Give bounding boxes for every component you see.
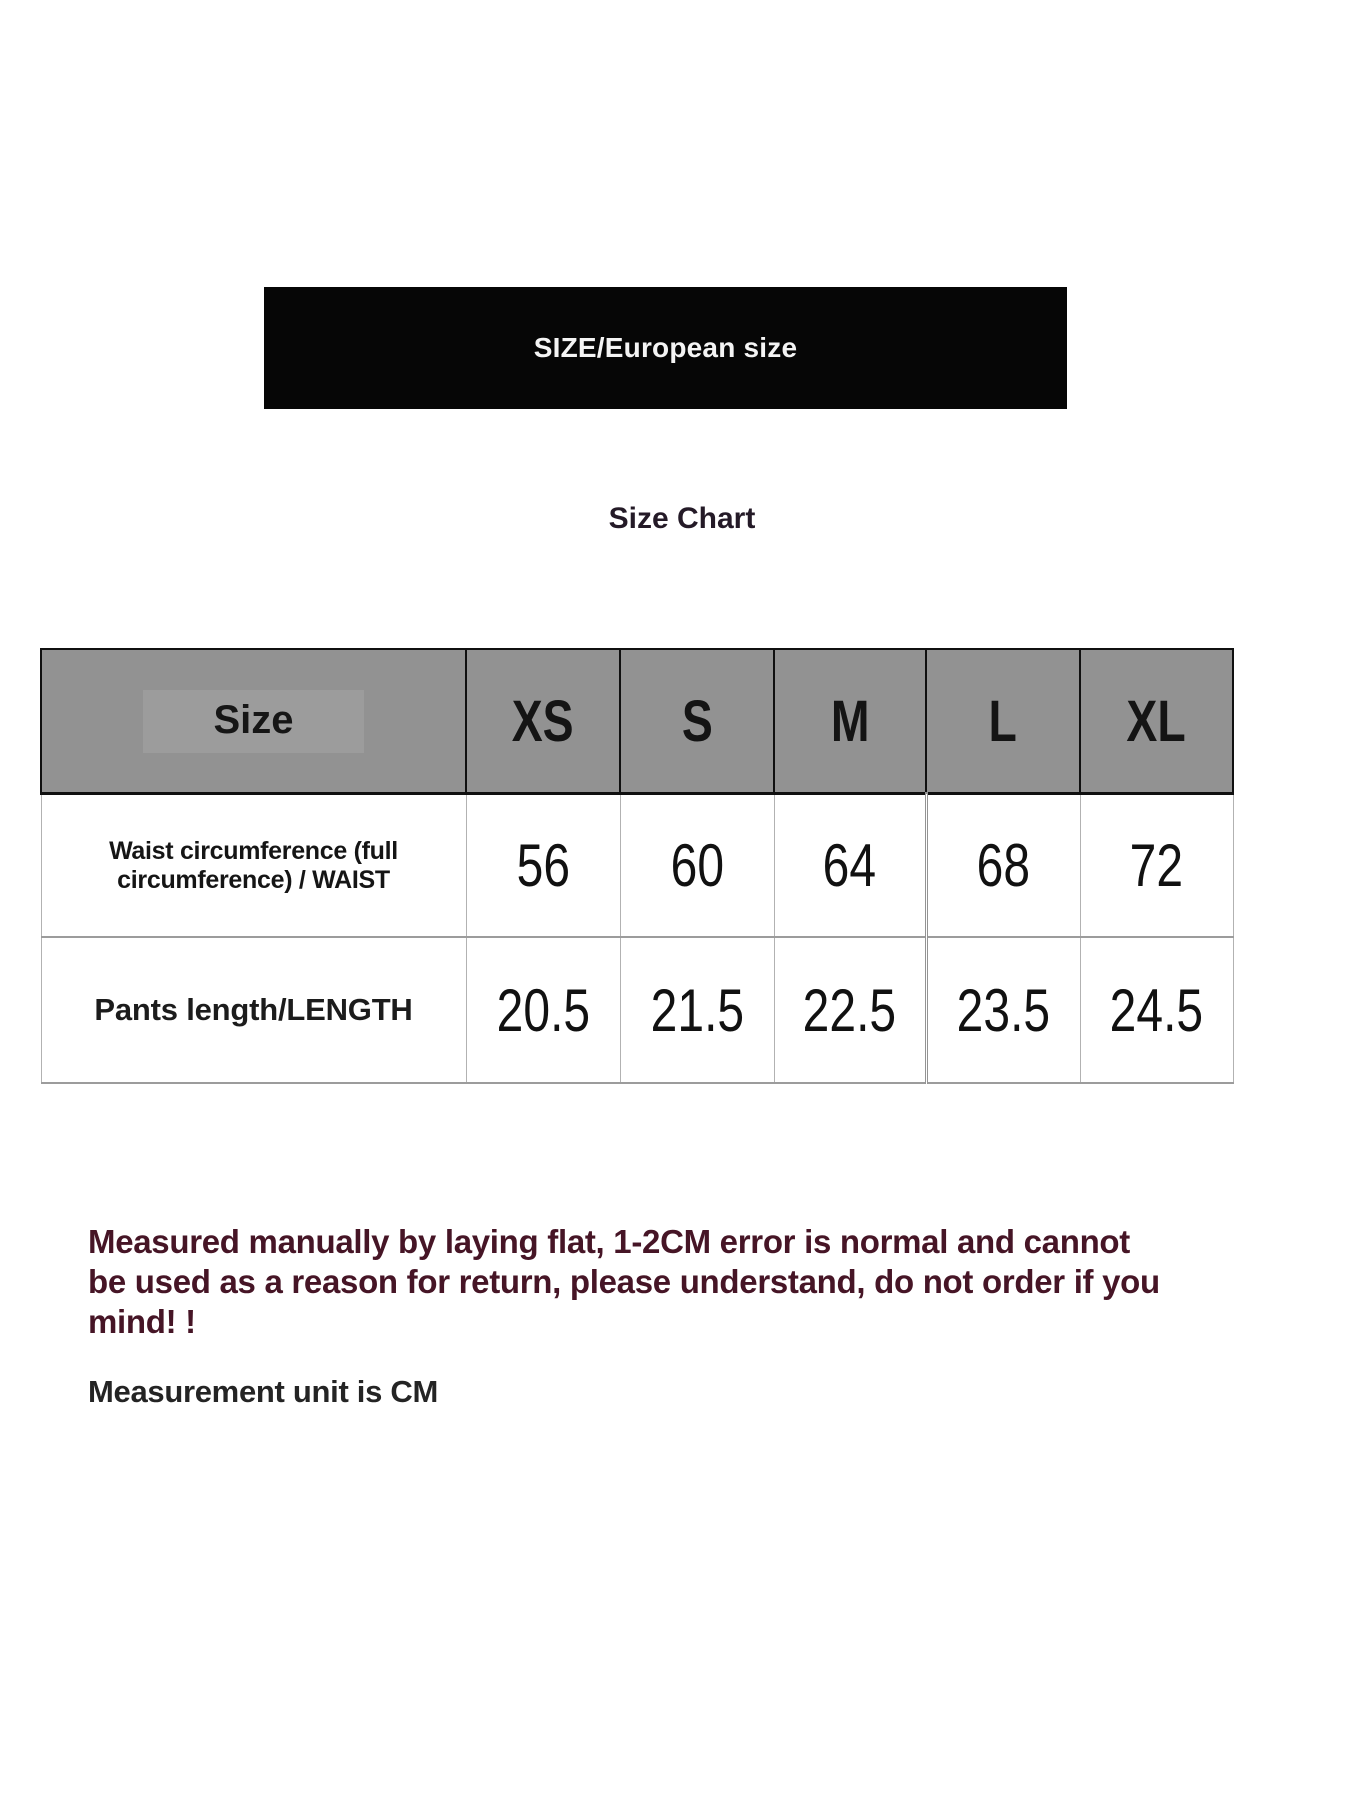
size-header-xl xyxy=(1080,649,1233,794)
size-header-l xyxy=(926,649,1080,794)
table-row-waist xyxy=(41,794,1233,938)
disclaimer-line-2: be used as a reason for return, please understand, do not order if you xyxy=(88,1263,1160,1300)
size-table xyxy=(40,648,1234,1084)
waist-row-label-cell xyxy=(41,794,466,938)
disclaimer-line-1: Measured manually by laying flat, 1-2CM error is normal and cannot xyxy=(88,1223,1130,1260)
size-header-xs xyxy=(466,649,620,794)
length-value-xs-num: 20.5 xyxy=(496,976,590,1044)
length-value-l-num: 23.5 xyxy=(956,976,1051,1044)
size-table-corner-cell xyxy=(41,649,466,794)
waist-value-l xyxy=(926,794,1080,938)
length-value-s-num: 21.5 xyxy=(650,976,744,1044)
size-chart-heading: Size Chart xyxy=(608,502,756,535)
waist-value-m-num: 64 xyxy=(822,832,877,899)
measurement-unit-note: Measurement unit is CM xyxy=(88,1374,438,1409)
table-row-pants-length xyxy=(41,937,1233,1083)
length-row-label-cell xyxy=(41,937,466,1083)
size-header-s-label: S xyxy=(681,688,713,754)
size-header-l-label: L xyxy=(988,688,1018,754)
waist-value-s xyxy=(620,794,774,938)
size-table-header-row xyxy=(41,649,1233,794)
length-value-xs xyxy=(466,937,620,1083)
disclaimer-line-3: mind! ! xyxy=(88,1303,196,1340)
waist-value-xl xyxy=(1080,794,1233,938)
waist-row-label: Waist circumference (full circumference) / WAIST xyxy=(109,836,398,894)
waist-value-xl-num: 72 xyxy=(1129,832,1184,899)
waist-value-s-num: 60 xyxy=(670,832,724,899)
size-banner-title: SIZE/European size xyxy=(533,332,798,363)
size-header-m-label: M xyxy=(830,688,870,754)
size-header-s xyxy=(620,649,774,794)
size-table-corner-label: Size xyxy=(143,690,363,753)
length-value-m xyxy=(774,937,926,1083)
waist-value-l-num: 68 xyxy=(976,832,1031,899)
measurement-disclaimer xyxy=(88,1222,1348,1342)
length-row-label: Pants length/LENGTH xyxy=(94,992,413,1027)
size-header-xs-label: XS xyxy=(512,688,574,754)
size-banner xyxy=(264,287,1067,409)
length-value-xl xyxy=(1080,937,1233,1083)
length-value-m-num: 22.5 xyxy=(802,976,897,1044)
length-value-l xyxy=(926,937,1080,1083)
size-header-m xyxy=(774,649,926,794)
length-value-xl-num: 24.5 xyxy=(1109,976,1204,1044)
waist-value-m xyxy=(774,794,926,938)
waist-value-xs xyxy=(466,794,620,938)
waist-value-xs-num: 56 xyxy=(516,832,570,899)
size-header-xl-label: XL xyxy=(1126,688,1187,754)
length-value-s xyxy=(620,937,774,1083)
